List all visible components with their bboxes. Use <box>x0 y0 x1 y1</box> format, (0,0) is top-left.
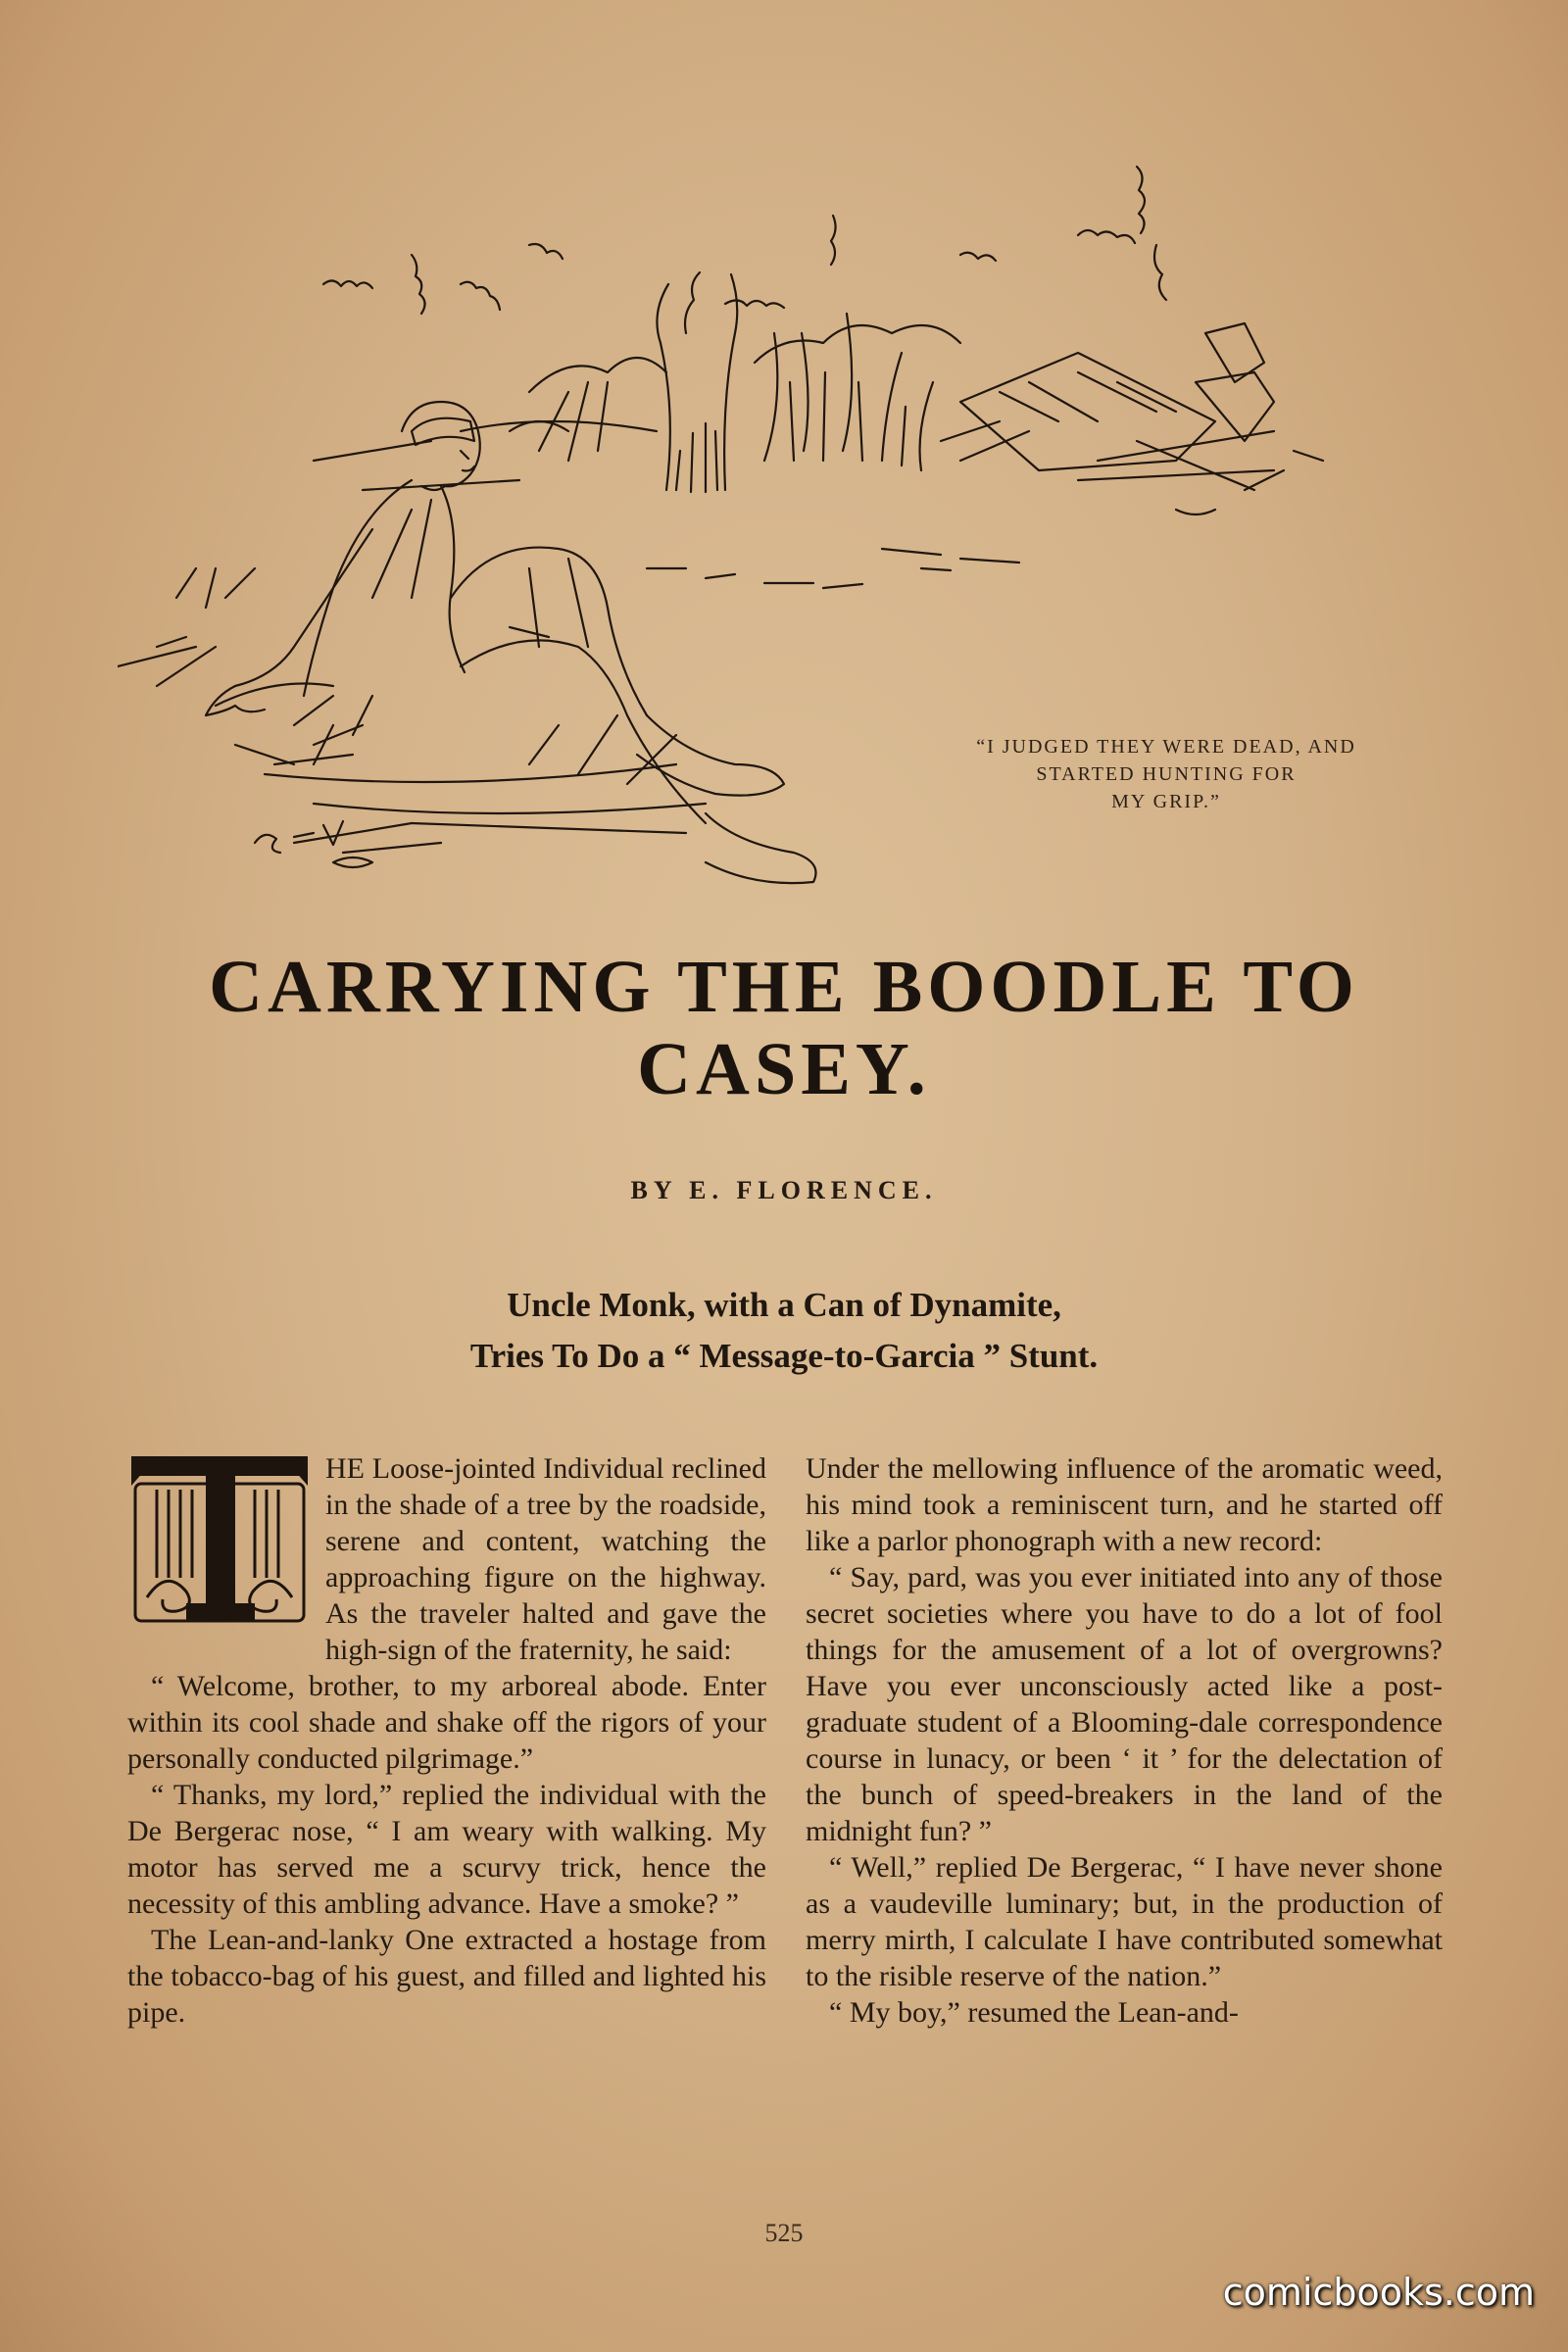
paragraph: Under the mellowing influence of the aromatic weed, his mind took a reminiscent turn, and he started off like a parlor phonograph with a new record: <box>806 1452 1443 1557</box>
paragraph: “ Thanks, my lord,” replied the individual with the De Bergerac nose, “ I am weary with walking. My motor has served me a scurvy trick, hence the necessity of this ambling advance. Have a smoke? ” <box>127 1779 766 1920</box>
article-title <box>78 946 1490 1110</box>
title-line: CARRYING THE BOODLE TO <box>209 946 1359 1028</box>
paragraph: “ Say, pard, was you ever initiated into any of those secret societies where you have to do a lot of fool things for the amusement of a lot of overgrowns? Have you ever unconsciously acted like a post-graduate student of a Blooming-dale correspondence course in lunacy, or been ‘ it ’ for the delectation of the bunch of speed-breakers in the land of the midnight fun? ” <box>806 1561 1443 1847</box>
paragraph: “ My boy,” resumed the Lean-and- <box>829 1996 1239 2029</box>
right-column <box>806 1450 1443 2031</box>
subtitle-line: Tries To Do a “ Message-to-Garcia ” Stunt. <box>469 1337 1099 1375</box>
paragraph: “ Welcome, brother, to my arboreal abode. Enter within its cool shade and shake off the rigors of your personally conducted pilgrimage.” <box>127 1670 766 1775</box>
drop-cap-t-icon <box>127 1450 312 1629</box>
article-subtitle <box>196 1280 1372 1382</box>
paragraph: “ Well,” replied De Bergerac, “ I have never shone as a vaudeville luminary; but, in the production of merry mirth, I calculate I have contributed somewhat to the risible reserve of the nation.” <box>806 1851 1443 1992</box>
paragraph: The Lean-and-lanky One extracted a hostage from the tobacco-bag of his guest, and filled and lighted his pipe. <box>127 1924 766 2029</box>
article-byline: BY E. FLORENCE. <box>630 1176 938 1204</box>
illustration-caption <box>911 733 1421 815</box>
title-line: CASEY. <box>637 1028 931 1110</box>
caption-line: STARTED HUNTING FOR <box>1036 763 1297 785</box>
page-number: 525 <box>764 2219 804 2247</box>
caption-line: MY GRIP.” <box>1111 791 1221 812</box>
caption-line: “I JUDGED THEY WERE DEAD, AND <box>976 736 1356 758</box>
paragraph: HE Loose-jointed Individual reclined in the shade of a tree by the roadside, serene and content, watching the approaching figure on the highway. As the traveler halted and gave the high-sign of the fraternity, he said: <box>325 1452 766 1666</box>
site-watermark: comicbooks.com <box>1222 2271 1535 2314</box>
subtitle-line: Uncle Monk, with a Can of Dynamite, <box>507 1286 1061 1324</box>
left-column <box>127 1450 766 2031</box>
